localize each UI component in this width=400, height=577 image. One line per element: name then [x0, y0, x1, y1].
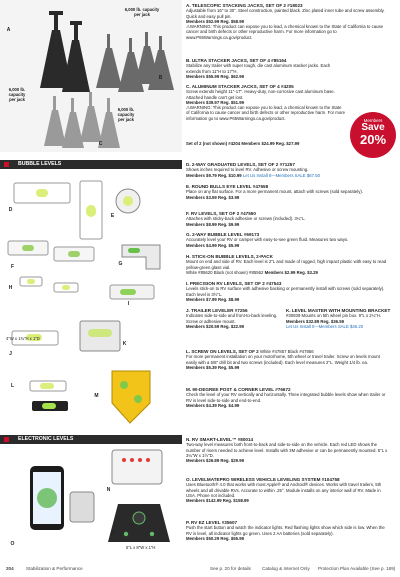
item-g-title: G. 2-WAY BUBBLE LEVEL #69173	[186, 232, 260, 237]
item-h-desc: Mount on end and side of RV. Each level is 2"L and made of rugged, high impact plastic with easy to read yellow-green glass vial.	[186, 259, 387, 270]
letter-f: F	[10, 264, 15, 270]
item-c	[186, 84, 346, 121]
item-d-desc: Shows inches required to level RV. Adhesive or screw mounting.	[186, 167, 309, 173]
item-l-variants: White #47857 Black #47856	[259, 349, 314, 354]
item-p-price: Members $50.29 Reg. $55.99	[186, 535, 245, 541]
item-b-title: B. ULTRA STACKER JACKS, SET OF 4 #85164	[186, 58, 287, 63]
item-c-price: Members $39.97 Reg. $51.99	[186, 99, 245, 105]
item-j-price: Members $20.59 Reg. $22.99	[186, 323, 245, 329]
item-p-title: P. RV EZ LEVEL #35607	[186, 520, 238, 525]
item-g	[186, 232, 391, 248]
jack-photo-area	[0, 0, 182, 152]
item-e-desc: Place on any flat surface. For a more permanent mount, attach with screws (sold separately).	[186, 189, 363, 195]
item-j-title: J. TRAILER LEVELER #7256	[186, 308, 248, 313]
item-h-title: H. STICK-ON BUBBLE LEVELS, 2-PACK	[186, 254, 273, 259]
item-i-title: I. PRECISION RV LEVELS, SET OF 2 #47543	[186, 281, 282, 286]
badge-line2: Save	[361, 122, 385, 133]
item-l	[186, 349, 391, 370]
item-l-desc: For more permanent installation on your motorhome, 5th wheel or travel trailer. Screw on levels mount easily with a 5/8" drill bit and two screws (included). Each level measures 2"L. Weight 1/4 lb. ea.	[186, 354, 380, 365]
item-i-price: Members $7.99 Reg. $8.99	[186, 296, 240, 302]
item-a	[186, 3, 391, 40]
item-p	[186, 520, 391, 541]
capacity-label-a: 6,000 lb. capacity per jack	[124, 7, 160, 17]
letter-m: M	[94, 393, 99, 399]
letter-k: K	[122, 341, 127, 347]
page-footer	[0, 562, 400, 577]
item-m-price: Members $4.39 Reg. $4.99	[186, 402, 240, 408]
set2-line: Set of 2 (not shown) #4204 Members $24.99 Reg. $27.99	[186, 141, 300, 146]
capacity-label-c: 6,000 lb. capacity per jack	[117, 107, 135, 122]
footer-catalog: Catalog & Internet Only	[262, 566, 310, 571]
bubble-levels-header	[0, 160, 182, 169]
item-f-price: Members $8.99 Reg. $9.99	[186, 221, 240, 227]
item-n-price: Members $26.89 Reg. $29.99	[186, 458, 245, 464]
item-c-desc: Screw extends height 11"-17". Heavy-duty, non-corrosive cast aluminum base. Attached handle can't get lost.	[186, 89, 335, 100]
item-p-desc: Push the start button and watch the indicator lights. Red flashing lights show which side is low. When the RV is level, all indicator lights go green. Uses 2 AA batteries (sold separately).	[186, 525, 385, 536]
footer-see-details: See p. 20 for details	[210, 566, 251, 571]
letter-n: N	[106, 487, 111, 493]
item-k-price: Members $32.89 Reg. $36.59	[286, 318, 345, 324]
size-label-j: 4"W x 1¾"H x 1"D	[6, 336, 40, 341]
item-i	[186, 281, 391, 302]
item-o	[186, 477, 391, 503]
stacker-jacks-illustration	[0, 0, 182, 152]
letter-o: O	[10, 541, 15, 547]
item-n	[186, 437, 391, 463]
item-o-price: Members $142.99 Reg. $158.99	[186, 498, 249, 504]
electronic-levels-illustration	[0, 446, 182, 558]
size-label-p: 5"L x 8"W x 1"H	[126, 545, 156, 550]
item-b-price: Members $55.99 Reg. $62.99	[186, 73, 245, 79]
item-i-desc: Levels stick-on to RV surface with adhesive backing or permanently install with screws (sold separately). Each level is 3½"L.	[186, 286, 385, 297]
item-h-variants: White #85620 Black (not shown) #85562	[186, 269, 264, 275]
item-a-title: A. TELESCOPIC STACKING JACKS, SET OF 2 #18023	[186, 3, 303, 8]
item-h-price: Members $2.99 Reg. $3.29	[264, 269, 318, 275]
item-b-desc: Stabilize any trailer with super tough, die cast aluminum stacker jacks. Each extends from 11"H to 17"H.	[186, 63, 331, 74]
item-d	[186, 162, 391, 178]
item-j-desc: Indicates side-to-side and front-to-back leveling. Screw or adhesive mount.	[186, 313, 278, 324]
item-e	[186, 184, 391, 200]
letter-p: P	[110, 531, 115, 537]
item-h	[186, 254, 391, 275]
letter-h: H	[8, 285, 13, 291]
item-k-title: K. LEVEL MASTER WITH MOUNTING BRACKET	[286, 308, 391, 313]
item-d-price: Members $9.79 Reg. $10.99	[186, 172, 242, 178]
item-m-title: M. 90-DEGREE POST & CORNER LEVEL #76672	[186, 387, 291, 392]
bubble-levels-photo-area	[0, 171, 182, 431]
letter-j: J	[9, 351, 12, 357]
item-c-title: C. ALUMINUM STACKER JACKS, SET OF 4 #4205	[186, 84, 294, 89]
item-m	[186, 387, 391, 408]
footer-section: Stabilization & Performance	[26, 566, 83, 571]
page-number: 204	[6, 566, 14, 571]
electronic-levels-header	[0, 435, 182, 444]
letter-c: C	[98, 141, 103, 147]
item-g-desc: Accurately level your RV or camper with easy-to-see green fluid. Measures two ways.	[186, 237, 349, 243]
letter-a: A	[6, 27, 11, 33]
badge-line1: Members	[363, 118, 383, 123]
bubble-levels-illustration	[0, 171, 182, 431]
capacity-label-b: 6,000 lb. capacity per jack	[8, 87, 26, 102]
item-e-title: E. ROUND BULLS EYE LEVEL #47658	[186, 184, 269, 189]
electronic-levels-photo-area	[0, 446, 182, 558]
item-n-desc: Two-way level measures both front-to-back and side-to-side on the vehicle. Each red LED shows the number of risers needed to achieve level. Installs with 3M adhesive or can be permanently mounted. 5"L x 3¼"W x 1½"D.	[186, 442, 388, 458]
letter-i: I	[127, 301, 130, 307]
item-f-desc: Attaches with sticky-back adhesive or screws (included). 3¼"L.	[186, 216, 306, 222]
item-a-warning: ⚠WARNING: This product can expose you to lead, a chemical known to the State of California to cause cancer and birth defects or other reproductive harm. For more information go to www.P65Warnings.ca.gov/product.	[186, 24, 384, 40]
item-a-desc: Adjustable from 16" to 30". Steel construction, painted black. Zinc plated inner tube and screw assembly. Quick and easy pull pin.	[186, 8, 385, 19]
letter-d: D	[8, 207, 13, 213]
item-b	[186, 58, 346, 79]
item-a-price: Members $52.99 Reg. $58.99	[186, 18, 245, 24]
letter-b: B	[158, 75, 163, 81]
item-f-title: F. RV LEVELS, SET OF 2 #47550	[186, 211, 256, 216]
item-l-price: Members $5.39 Reg. $5.99	[186, 364, 240, 370]
item-n-title: N. RV SMART-LEVEL™ #80014	[186, 437, 254, 442]
item-k-desc: #30939 Mounts on 5th wheel pin box. 9"L x 2¼"H.	[286, 313, 382, 319]
item-o-desc: Uses Bluetooth® 4.0 that works with most Apple® and Android® devices. Works with travel trailers, 5th wheels and all drivable RVs. Accurate to within .25°. Module installs on any interior wall of RV. Made in USA. Phone not included.	[186, 482, 382, 498]
item-d-title: D. 2-WAY GRADUATED LEVELS, SET OF 2 #71257	[186, 162, 295, 167]
item-f	[186, 211, 391, 227]
item-o-title: O. LEVELMATEPRO WIRELESS VEHICLE LEVELING SYSTEM #104758	[186, 477, 340, 482]
header-square-icon	[4, 437, 9, 442]
header-square-icon	[4, 162, 9, 167]
item-j	[186, 308, 281, 329]
letter-l: L	[10, 383, 15, 389]
item-l-title: L. SCREW ON LEVELS, SET OF 2	[186, 349, 259, 354]
item-d-install-link[interactable]: Let Us Install It—Members SALE $67.50	[242, 172, 320, 178]
footer-protection: Protection Plan Available (See p. 189)	[318, 566, 396, 571]
item-m-desc: Check the level of your RV vertically and horizontally. Three integrated bubble levels show when trailer or RV is level side-to-side and end-to-end.	[186, 392, 386, 403]
letter-e: E	[110, 213, 115, 219]
electronic-levels-title: ELECTRONIC LEVELS	[18, 436, 74, 442]
badge-line3: 20%	[359, 132, 387, 147]
letter-g: G	[118, 261, 123, 267]
item-k-install-link[interactable]: Let Us Install It—Members SALE $46.20	[286, 323, 364, 329]
item-k	[286, 308, 392, 329]
bubble-levels-title: BUBBLE LEVELS	[18, 161, 62, 167]
item-g-price: Members $4.99 Reg. $5.99	[186, 242, 240, 248]
members-save-badge	[350, 112, 396, 158]
item-c-warning: ⚠WARNING: This product can expose you to lead, a chemical known to the State of California to cause cancer and birth defects or other reproductive harm. For more information go to www.P65Warnings.ca.gov/product.	[186, 105, 346, 121]
item-e-price: Members $3.59 Reg. $3.99	[186, 194, 240, 200]
